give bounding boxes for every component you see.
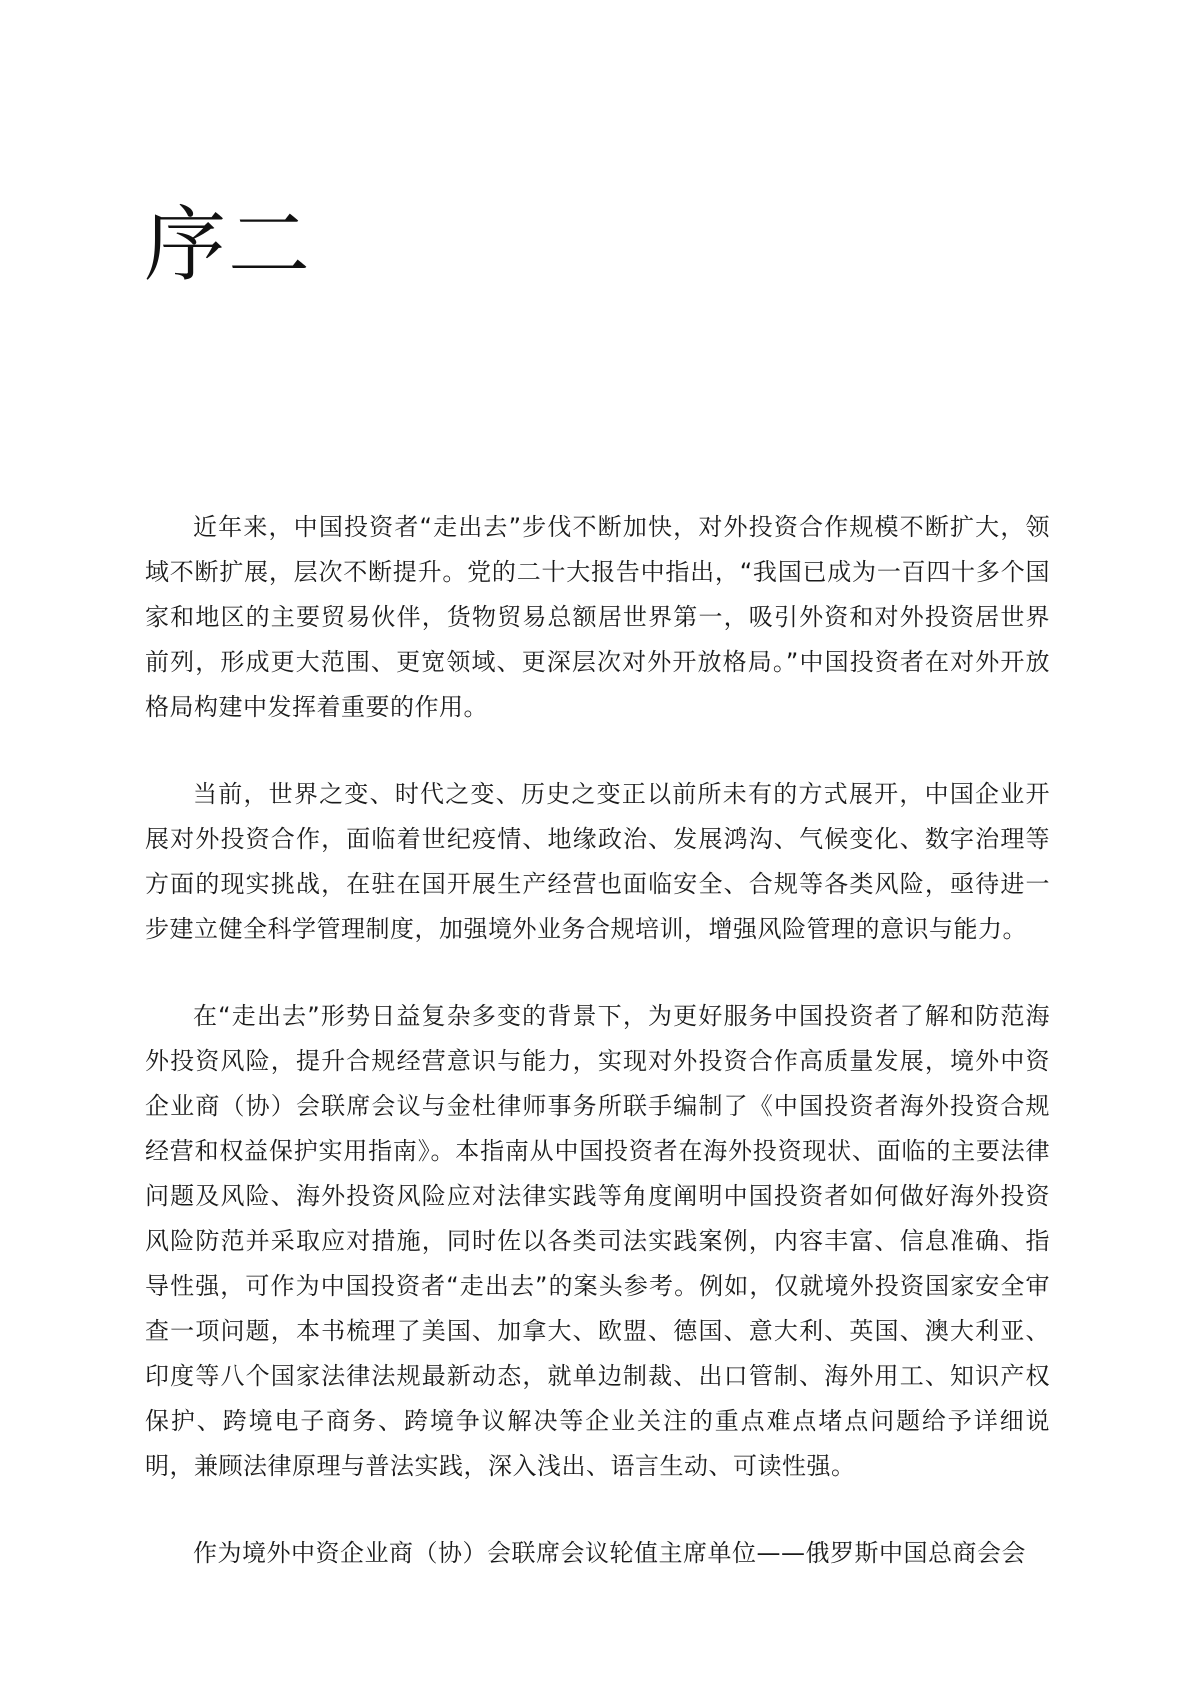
paragraph-2: 当前，世界之变、时代之变、历史之变正以前所未有的方式展开，中国企业开展对外投资合作，面临着世纪疫情、地缘政治、发展鸿沟、气候变化、数字治理等方面的现实挑战，在驻在国开展生产经营也面临安全、合规等各类风险，亟待进一步建立健全科学管理制度，加强境外业务合规培训，增强风险管理的意识与能力。 [145,780,1050,943]
body-text [145,505,1050,1618]
page-title: 序二 [144,198,313,293]
paragraph-1: 近年来，中国投资者“走出去”步伐不断加快，对外投资合作规模不断扩大，领域不断扩展，层次不断提升。党的二十大报告中指出，“我国已成为一百四十多个国家和地区的主要贸易伙伴，货物贸易总额居世界第一，吸引外资和对外投资居世界前列，形成更大范围、更宽领域、更深层次对外开放格局。”中国投资者在对外开放格局构建中发挥着重要的作用。 [145,513,1050,721]
paragraph-4: 作为境外中资企业商（协）会联席会议轮值主席单位——俄罗斯中国总商会会 [193,1539,1026,1567]
paragraph-3: 在“走出去”形势日益复杂多变的背景下，为更好服务中国投资者了解和防范海外投资风险，提升合规经营意识与能力，实现对外投资合作高质量发展，境外中资企业商（协）会联席会议与金杜律师事务所联手编制了《中国投资者海外投资合规经营和权益保护实用指南》。本指南从中国投资者在海外投资现状、面临的主要法律问题及风险、海外投资风险应对法律实践等角度阐明中国投资者如何做好海外投资风险防范并采取应对措施，同时佐以各类司法实践案例，内容丰富、信息准确、指导性强，可作为中国投资者“走出去”的案头参考。例如，仅就境外投资国家安全审查一项问题，本书梳理了美国、加拿大、欧盟、德国、意大利、英国、澳大利亚、印度等八个国家法律法规最新动态，就单边制裁、出口管制、海外用工、知识产权保护、跨境电子商务、跨境争议解决等企业关注的重点难点堵点问题给予详细说明，兼顾法律原理与普法实践，深入浅出、语言生动、可读性强。 [145,1002,1050,1480]
